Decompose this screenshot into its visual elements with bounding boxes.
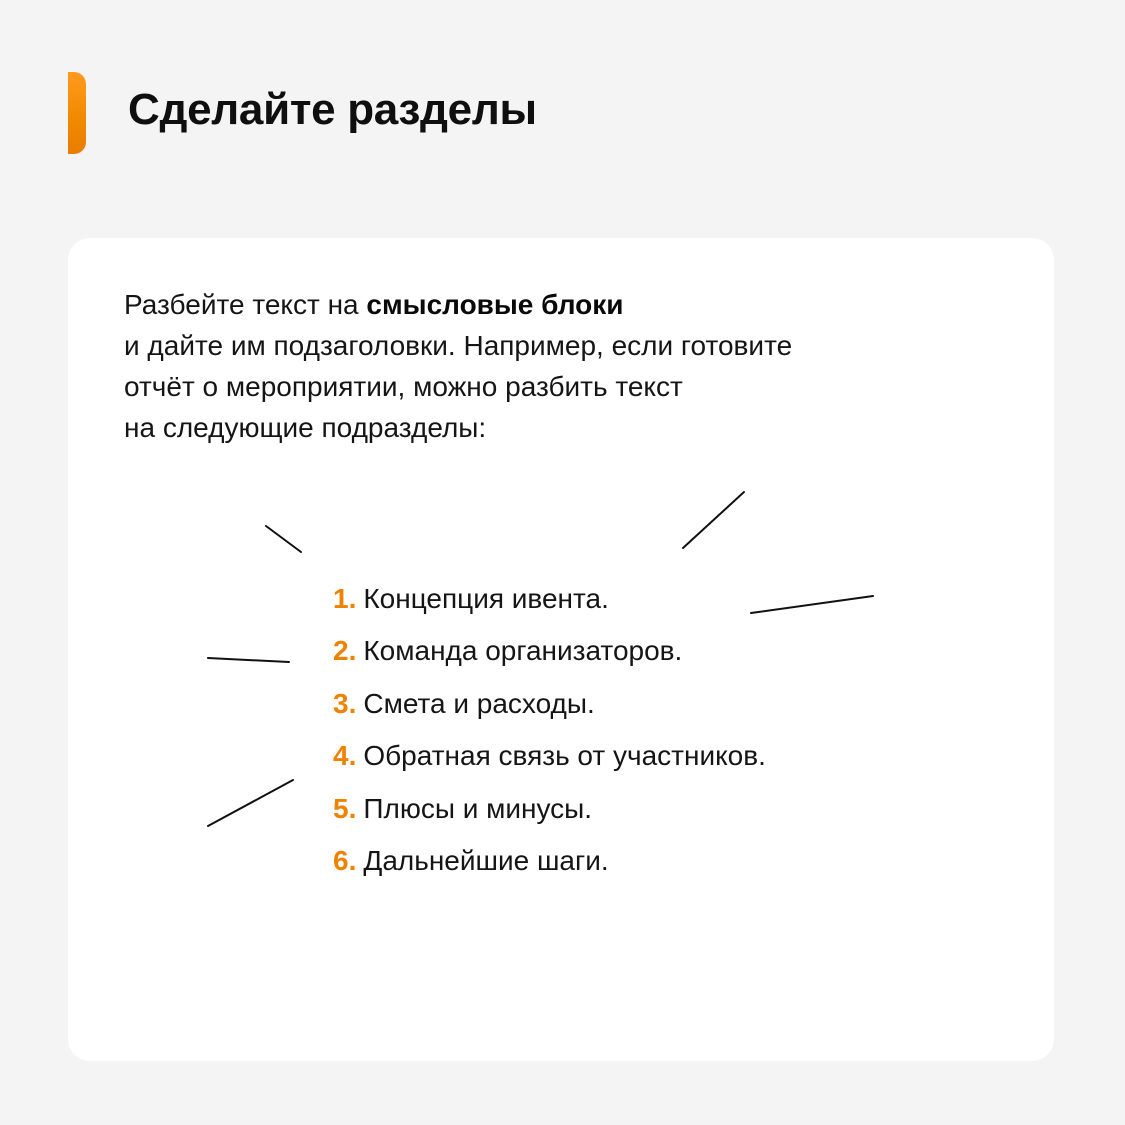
list-item-number: 4. <box>333 740 357 772</box>
list-item-number: 3. <box>333 687 357 719</box>
sections-list <box>333 573 766 887</box>
list-item-number: 1. <box>333 583 357 614</box>
list-item-label: Обратная связь от участников. <box>363 740 766 772</box>
list-item-label: Команда организаторов. <box>363 635 683 667</box>
intro-emphasis: смысловые блоки <box>366 289 624 320</box>
list-item <box>333 678 766 730</box>
list-item-number: 5. <box>333 792 357 824</box>
intro-paragraph <box>124 284 944 448</box>
list-item <box>333 783 766 835</box>
list-item-label: Смета и расходы. <box>363 687 595 719</box>
list-item-number: 2. <box>333 635 357 667</box>
intro-line-3: отчёт о мероприятии, можно разбить текст <box>124 371 683 402</box>
intro-line-1 <box>124 284 944 325</box>
list-item-label: Дальнейшие шаги. <box>363 844 609 876</box>
intro-line-4: на следующие подразделы: <box>124 412 487 443</box>
list-item-label: Концепция ивента. <box>363 583 609 614</box>
intro-line-2: и дайте им подзаголовки. Например, если готовите <box>124 330 793 361</box>
list-item <box>333 573 766 625</box>
list-item <box>333 730 766 782</box>
list-item-label: Плюсы и минусы. <box>363 792 593 824</box>
title-accent-bar <box>68 72 86 154</box>
page-title: Сделайте разделы <box>128 85 537 134</box>
list-item-number: 6. <box>333 844 357 876</box>
list-item <box>333 625 766 677</box>
intro-line-1-text: Разбейте текст на <box>124 289 367 320</box>
list-item <box>333 835 766 887</box>
